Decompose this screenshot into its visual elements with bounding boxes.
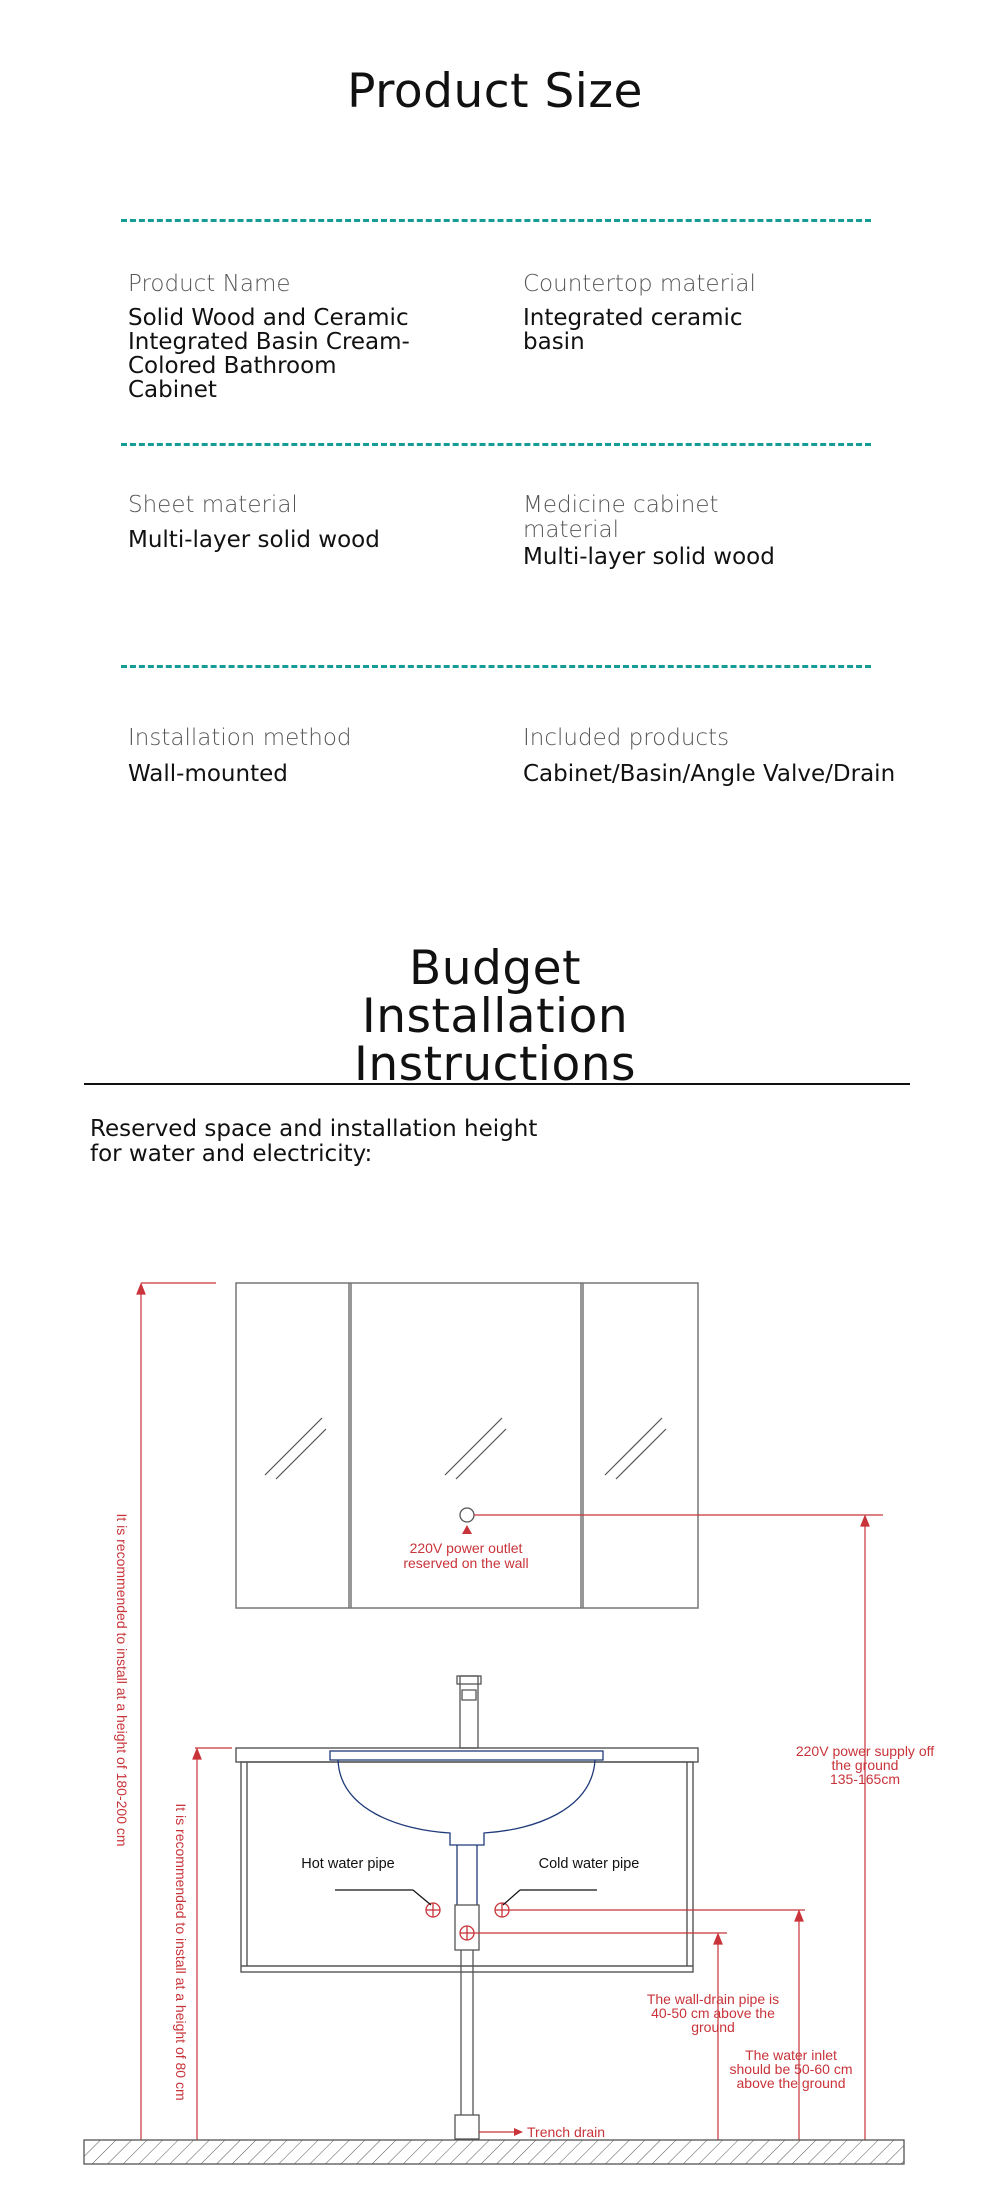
spec-value-sheet-material: Multi-layer solid wood (128, 527, 380, 553)
product-size-title: Product Size (347, 64, 643, 119)
power-outlet-label: 220V power outlet reserved on the wall (403, 1540, 529, 1571)
trench-drain-label: Trench drain (527, 2124, 606, 2140)
cold-water-valve-icon (495, 1903, 509, 1917)
power-outlet-icon (460, 1508, 474, 1534)
power-supply-dimension (861, 1516, 869, 2140)
hot-water-valve-icon (426, 1903, 440, 1917)
spec-label-sheet-material: Sheet material (128, 492, 298, 518)
water-inlet-label: The water inlet should be 50-60 cm above the ground (729, 2047, 853, 2091)
cabinet-height-label: It is recommended to install at a height of 180-200 cm (114, 1513, 130, 1847)
power-supply-label: 220V power supply off the ground 135-165cm (795, 1743, 935, 1787)
basin-height-dimension (193, 1748, 232, 2140)
spec-label-product-name: Product Name (128, 271, 291, 297)
spec-value-product-name: Solid Wood and Ceramic Integrated Basin Cream-Colored Bathroom Cabinet (128, 305, 410, 403)
spec-label-installation-method: Installation method (128, 725, 352, 751)
installation-diagram (0, 1240, 990, 2180)
basin-height-label: It is recommended to install at a height of 80 cm (173, 1803, 189, 2101)
spec-label-medicine-cabinet: Medicine cabinet material (523, 492, 719, 543)
spec-label-countertop: Countertop material (523, 271, 756, 297)
water-inlet-dimension (795, 1911, 803, 2140)
divider (121, 219, 871, 222)
faucet-icon (457, 1676, 481, 1748)
divider (121, 665, 871, 668)
hot-water-label: Hot water pipe (301, 1856, 395, 1872)
spec-value-installation-method: Wall-mounted (128, 761, 288, 787)
basin (330, 1751, 603, 1905)
section-rule (84, 1083, 910, 1085)
installation-subtitle: Reserved space and installation height for water and electricity: (90, 1116, 538, 1167)
wall-drain-dimension (714, 1934, 722, 2140)
mirror-reflection (265, 1418, 666, 1479)
cold-water-label: Cold water pipe (538, 1856, 640, 1872)
divider (121, 443, 871, 446)
spec-value-medicine-cabinet: Multi-layer solid wood (523, 544, 775, 570)
spec-value-included-products: Cabinet/Basin/Angle Valve/Drain (523, 761, 896, 787)
ground (84, 2140, 904, 2164)
wall-drain-icon (460, 1926, 474, 1940)
spec-value-countertop: Integrated ceramic basin (523, 305, 743, 355)
spec-label-included-products: Included products (523, 725, 730, 751)
installation-title: Budget Installation Instructions (353, 941, 637, 1092)
wall-drain-label: The wall-drain pipe is 40-50 cm above the ground (646, 1991, 780, 2035)
